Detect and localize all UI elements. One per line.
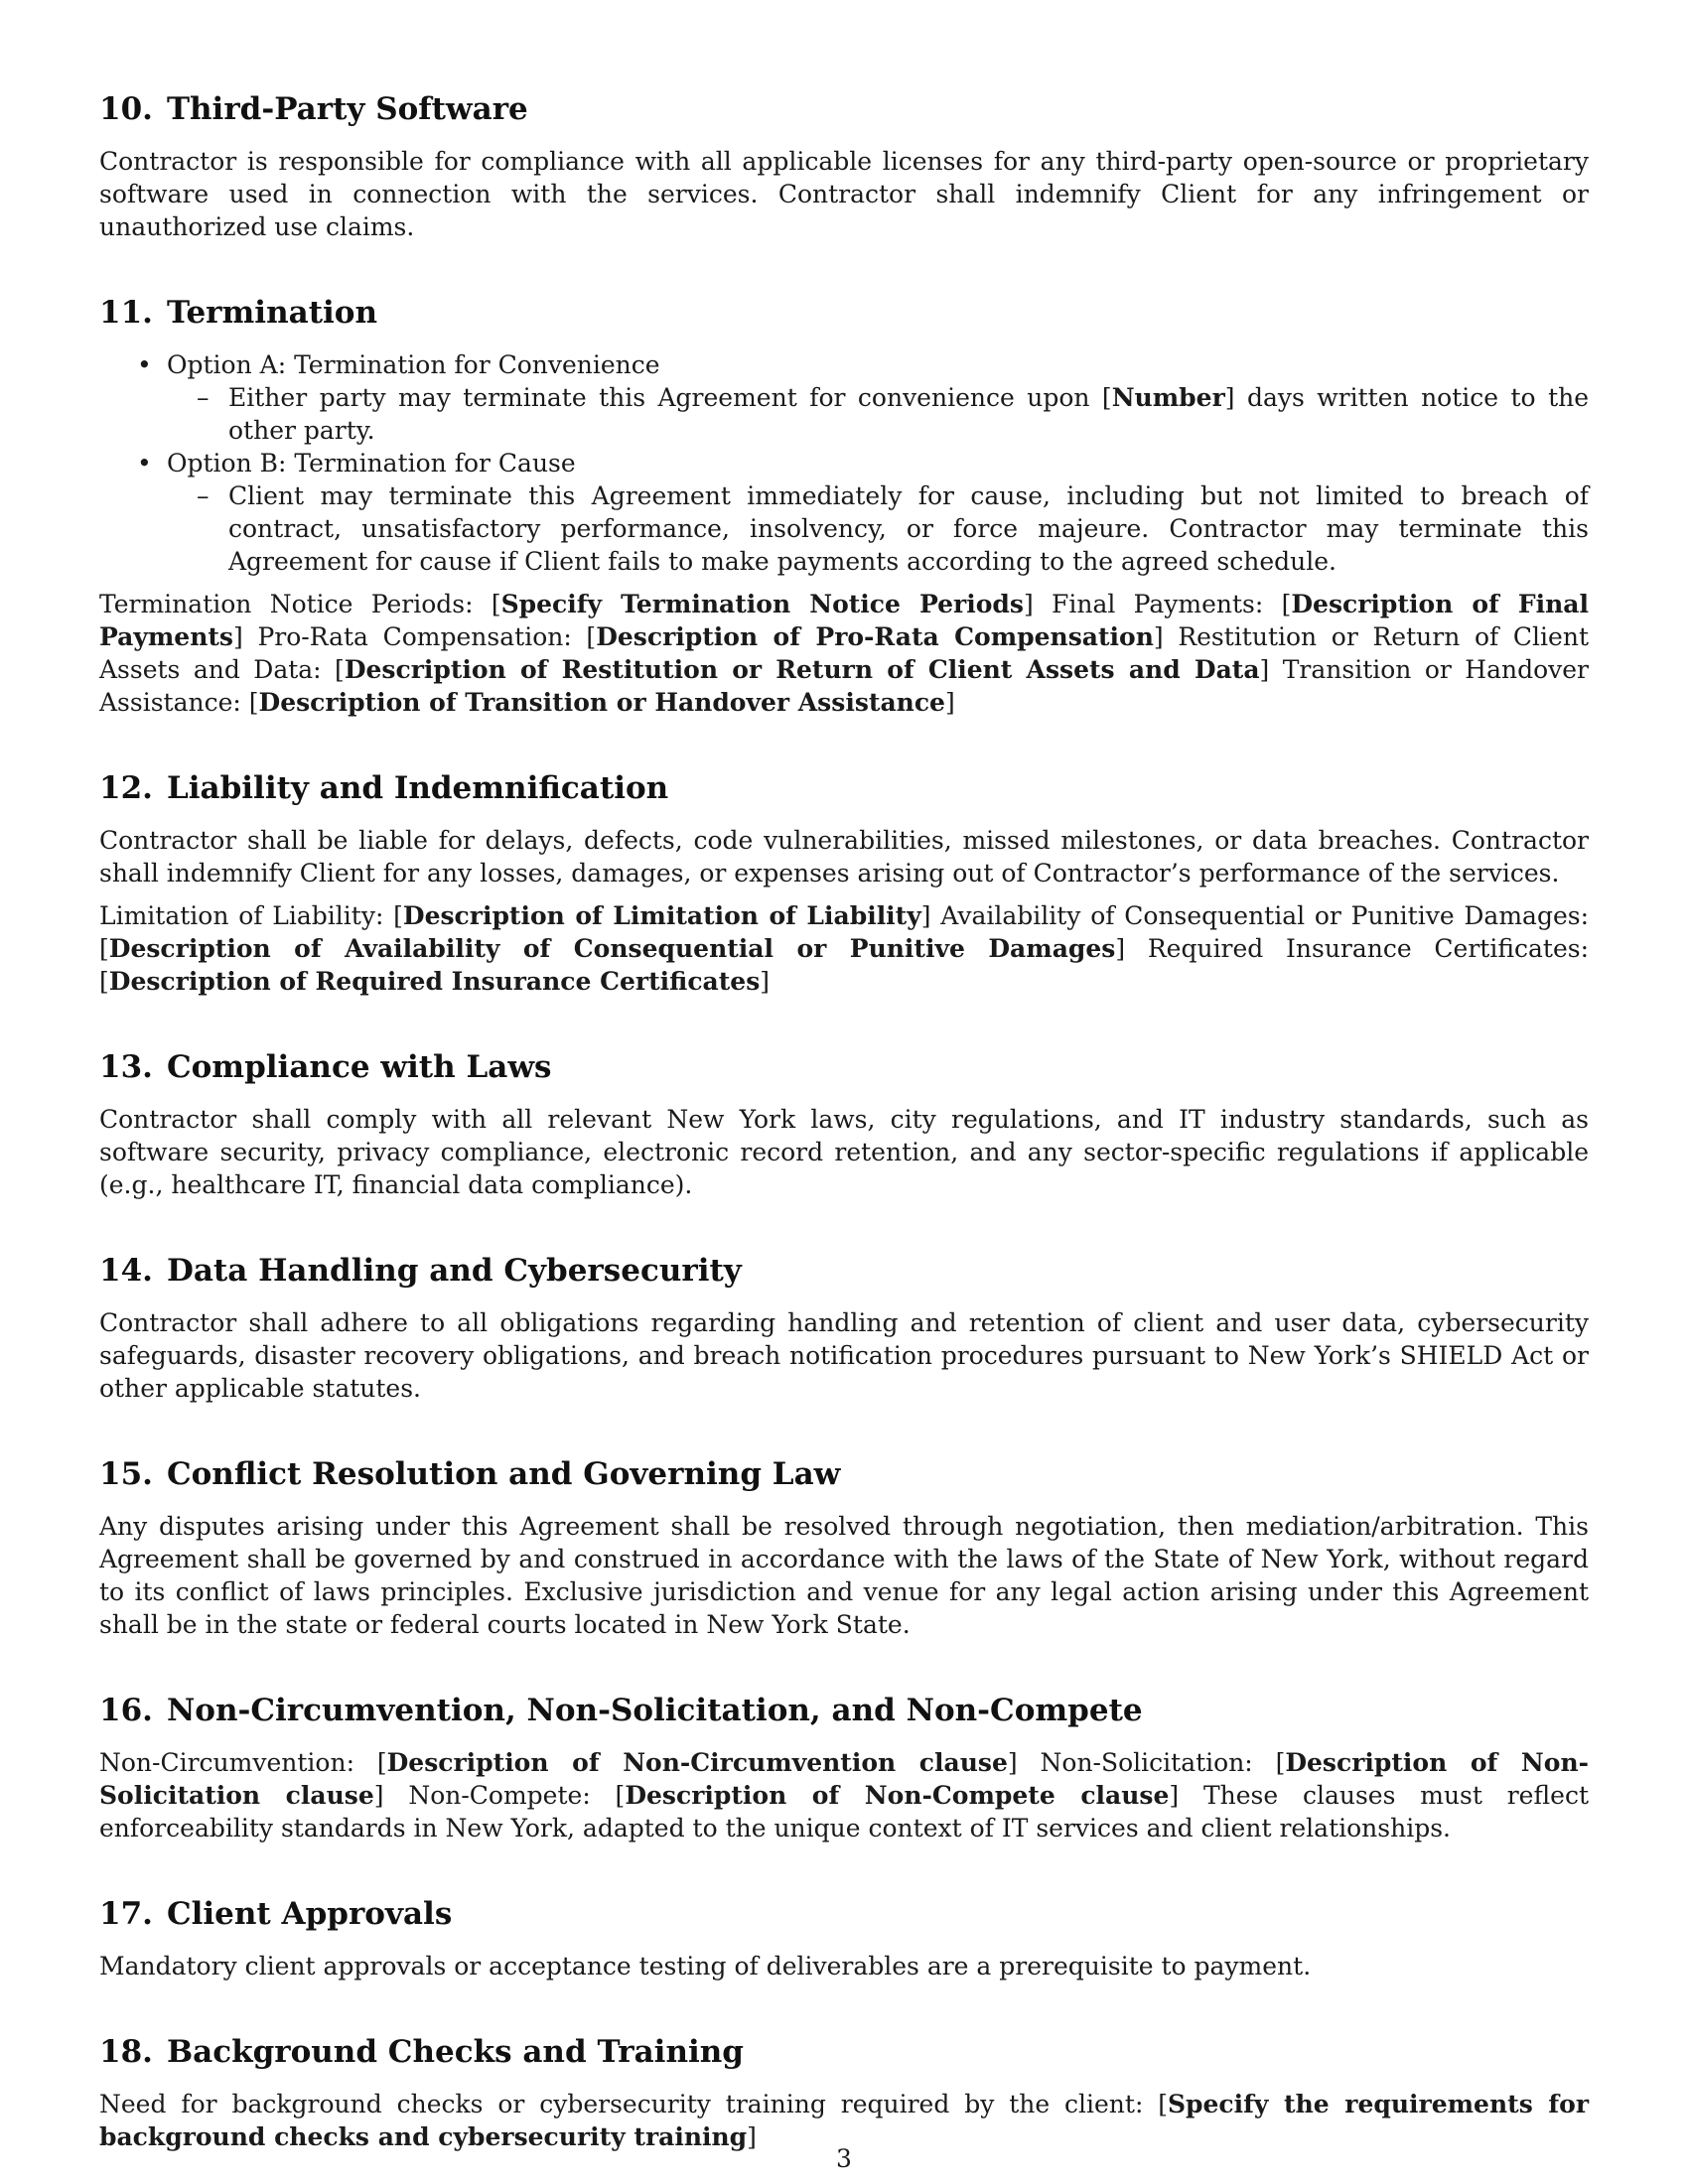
field-bracket: ] bbox=[747, 2122, 757, 2151]
detail-text: ] days written notice to the other party. bbox=[228, 383, 1590, 445]
field-label: Final Payments: [ bbox=[1052, 590, 1292, 618]
section-heading bbox=[99, 1691, 1589, 1730]
section-third-party-software bbox=[99, 89, 1589, 243]
placeholder-field: Specify Termination Notice Periods bbox=[500, 590, 1024, 618]
section-title: Non-Circumvention, Non-Solicitation, and Non-Compete bbox=[166, 1693, 1143, 1728]
detail-text: Either party may terminate this Agreement for convenience upon [ bbox=[228, 383, 1112, 412]
document-page bbox=[99, 89, 1589, 2163]
section-title: Client Approvals bbox=[166, 1896, 453, 1932]
sub-list-item bbox=[167, 381, 1589, 447]
liability-fields-paragraph bbox=[99, 899, 1589, 998]
field-bracket: ] bbox=[1115, 934, 1148, 963]
field-label: Required Insurance Certificates: [ bbox=[99, 934, 1589, 996]
section-background-checks bbox=[99, 2032, 1589, 2153]
section-conflict-resolution bbox=[99, 1454, 1589, 1641]
list-item-option-a bbox=[99, 348, 1589, 447]
section-heading bbox=[99, 1894, 1589, 1934]
placeholder-field: Description of Transition or Handover Assistance bbox=[258, 688, 945, 717]
section-number: 11. bbox=[99, 295, 153, 331]
section-number: 14. bbox=[99, 1253, 153, 1289]
option-label: Option A: Termination for Convenience bbox=[167, 350, 660, 379]
section-number: 13. bbox=[99, 1049, 153, 1085]
section-title: Compliance with Laws bbox=[166, 1049, 552, 1085]
section-liability-indemnification bbox=[99, 768, 1589, 998]
placeholder-field: Specify the requirements for background checks and cybersecurity training bbox=[99, 2090, 1589, 2151]
section-data-handling-cybersecurity bbox=[99, 1251, 1589, 1405]
placeholder-field: Description of Non-Circumvention clause bbox=[386, 1748, 1008, 1777]
section-title: Background Checks and Training bbox=[166, 2034, 744, 2070]
section-heading bbox=[99, 1047, 1589, 1087]
section-non-circumvention bbox=[99, 1691, 1589, 1844]
placeholder-field: Description of Required Insurance Certificates bbox=[108, 967, 761, 996]
section-number: 17. bbox=[99, 1896, 153, 1932]
section-title: Liability and Indemnification bbox=[166, 770, 669, 806]
field-bracket: ] bbox=[233, 622, 258, 651]
section-title: Termination bbox=[166, 295, 378, 331]
section-title: Third-Party Software bbox=[166, 91, 528, 127]
section-paragraph: Contractor is responsible for compliance with all applicable licenses for any third-party open-source or proprietary software used in connection with the services. Contractor shall indemnify Client for any infringement or unauthorized use claims. bbox=[99, 147, 1589, 241]
section-number: 12. bbox=[99, 770, 153, 806]
field-bracket: ] bbox=[760, 967, 771, 996]
field-label: Non-Solicitation: [ bbox=[1040, 1748, 1286, 1777]
field-label: Non-Compete: [ bbox=[408, 1781, 626, 1810]
field-label: Transition or Handover Assistance: [ bbox=[99, 655, 1590, 717]
field-bracket: ] bbox=[1153, 622, 1179, 651]
section-heading bbox=[99, 2032, 1589, 2072]
termination-fields-paragraph bbox=[99, 588, 1589, 719]
field-label: Need for background checks or cybersecurity training required by the client: [ bbox=[99, 2090, 1168, 2118]
sub-list-item: – Client may terminate this Agreement immediately for cause, including but not limited to breach of contract, unsatisfactory performance, insolvency, or force majeure. Contractor may terminate this Agreement for cause if Client fails to make payments according to the agreed schedule. bbox=[167, 479, 1589, 578]
field-bracket: ] bbox=[1169, 1781, 1203, 1810]
section-paragraph: Mandatory client approvals or acceptance testing of deliverables are a prerequisite to payment. bbox=[99, 1952, 1312, 1980]
trailing-text: These clauses must reflect enforceability standards in New York, adapted to the unique context of IT services and client relationships. bbox=[99, 1781, 1589, 1843]
non-compete-fields-paragraph bbox=[99, 1746, 1589, 1844]
placeholder-field: Description of Limitation of Liability bbox=[402, 901, 921, 930]
section-paragraph: Contractor shall adhere to all obligations regarding handling and retention of client and user data, cybersecurity safeguards, disaster recovery obligations, and breach notification procedures pursuant to New York’s SHIELD Act or other applicable statutes. bbox=[99, 1308, 1589, 1403]
section-heading bbox=[99, 89, 1589, 129]
placeholder-field: Description of Final Payments bbox=[99, 590, 1589, 651]
placeholder-field: Description of Availability of Consequential or Punitive Damages bbox=[108, 934, 1116, 963]
field-label: Availability of Consequential or Punitive Damages: [ bbox=[99, 901, 1589, 963]
section-heading bbox=[99, 1454, 1589, 1494]
section-heading bbox=[99, 1251, 1589, 1291]
field-label: Restitution or Return of Client Assets and Data: [ bbox=[99, 622, 1589, 684]
section-termination bbox=[99, 293, 1589, 719]
placeholder-field: Description of Non-Solicitation clause bbox=[99, 1748, 1590, 1810]
section-number: 10. bbox=[99, 91, 153, 127]
page-number: 3 bbox=[836, 2144, 852, 2173]
placeholder-field: Description of Pro-Rata Compensation bbox=[596, 622, 1154, 651]
section-number: 15. bbox=[99, 1456, 153, 1492]
list-item-option-b bbox=[99, 447, 1589, 578]
section-paragraph: Contractor shall comply with all relevant New York laws, city regulations, and IT industry standards, such as software security, privacy compliance, electronic record retention, and any sector-specific regulations if applicable (e.g., healthcare IT, financial data compliance). bbox=[99, 1105, 1589, 1199]
sub-list bbox=[167, 381, 1589, 447]
field-label: Termination Notice Periods: [ bbox=[99, 590, 501, 618]
section-title: Conflict Resolution and Governing Law bbox=[166, 1456, 841, 1492]
sub-list bbox=[167, 479, 1589, 578]
section-client-approvals bbox=[99, 1894, 1589, 1982]
field-bracket: ] bbox=[373, 1781, 409, 1810]
section-number: 18. bbox=[99, 2034, 153, 2070]
option-label: Option B: Termination for Cause bbox=[167, 449, 576, 478]
field-bracket: ] bbox=[944, 688, 955, 717]
field-label: Non-Circumvention: [ bbox=[99, 1748, 387, 1777]
field-label: Pro-Rata Compensation: [ bbox=[257, 622, 597, 651]
section-title: Data Handling and Cybersecurity bbox=[166, 1253, 742, 1289]
placeholder-field: Description of Non-Compete clause bbox=[625, 1781, 1170, 1810]
termination-options-list bbox=[99, 348, 1589, 578]
field-bracket: ] bbox=[1007, 1748, 1041, 1777]
field-bracket: ] bbox=[1259, 655, 1283, 684]
placeholder-field: Description of Restitution or Return of Client Assets and Data bbox=[344, 655, 1260, 684]
section-compliance-with-laws bbox=[99, 1047, 1589, 1201]
field-label: Limitation of Liability: [ bbox=[99, 901, 403, 930]
section-paragraph: Contractor shall be liable for delays, defects, code vulnerabilities, missed milestones, or data breaches. Contractor shall indemnify Client for any losses, damages, or expenses arising out of Contractor’s performance of the services. bbox=[99, 826, 1589, 887]
field-bracket: ] bbox=[1023, 590, 1053, 618]
placeholder-field: Number bbox=[1111, 383, 1225, 412]
section-paragraph: Any disputes arising under this Agreement shall be resolved through negotiation, then mediation/arbitration. This Agreement shall be governed by and construed in accordance with the laws of the State of New York, without regard to its conflict of laws principles. Exclusive jurisdiction and venue for any legal action arising under this Agreement shall be in the state or federal courts located in New York State. bbox=[99, 1512, 1589, 1639]
section-number: 16. bbox=[99, 1693, 153, 1728]
field-bracket: ] bbox=[920, 901, 941, 930]
section-heading bbox=[99, 293, 1589, 333]
section-heading bbox=[99, 768, 1589, 808]
